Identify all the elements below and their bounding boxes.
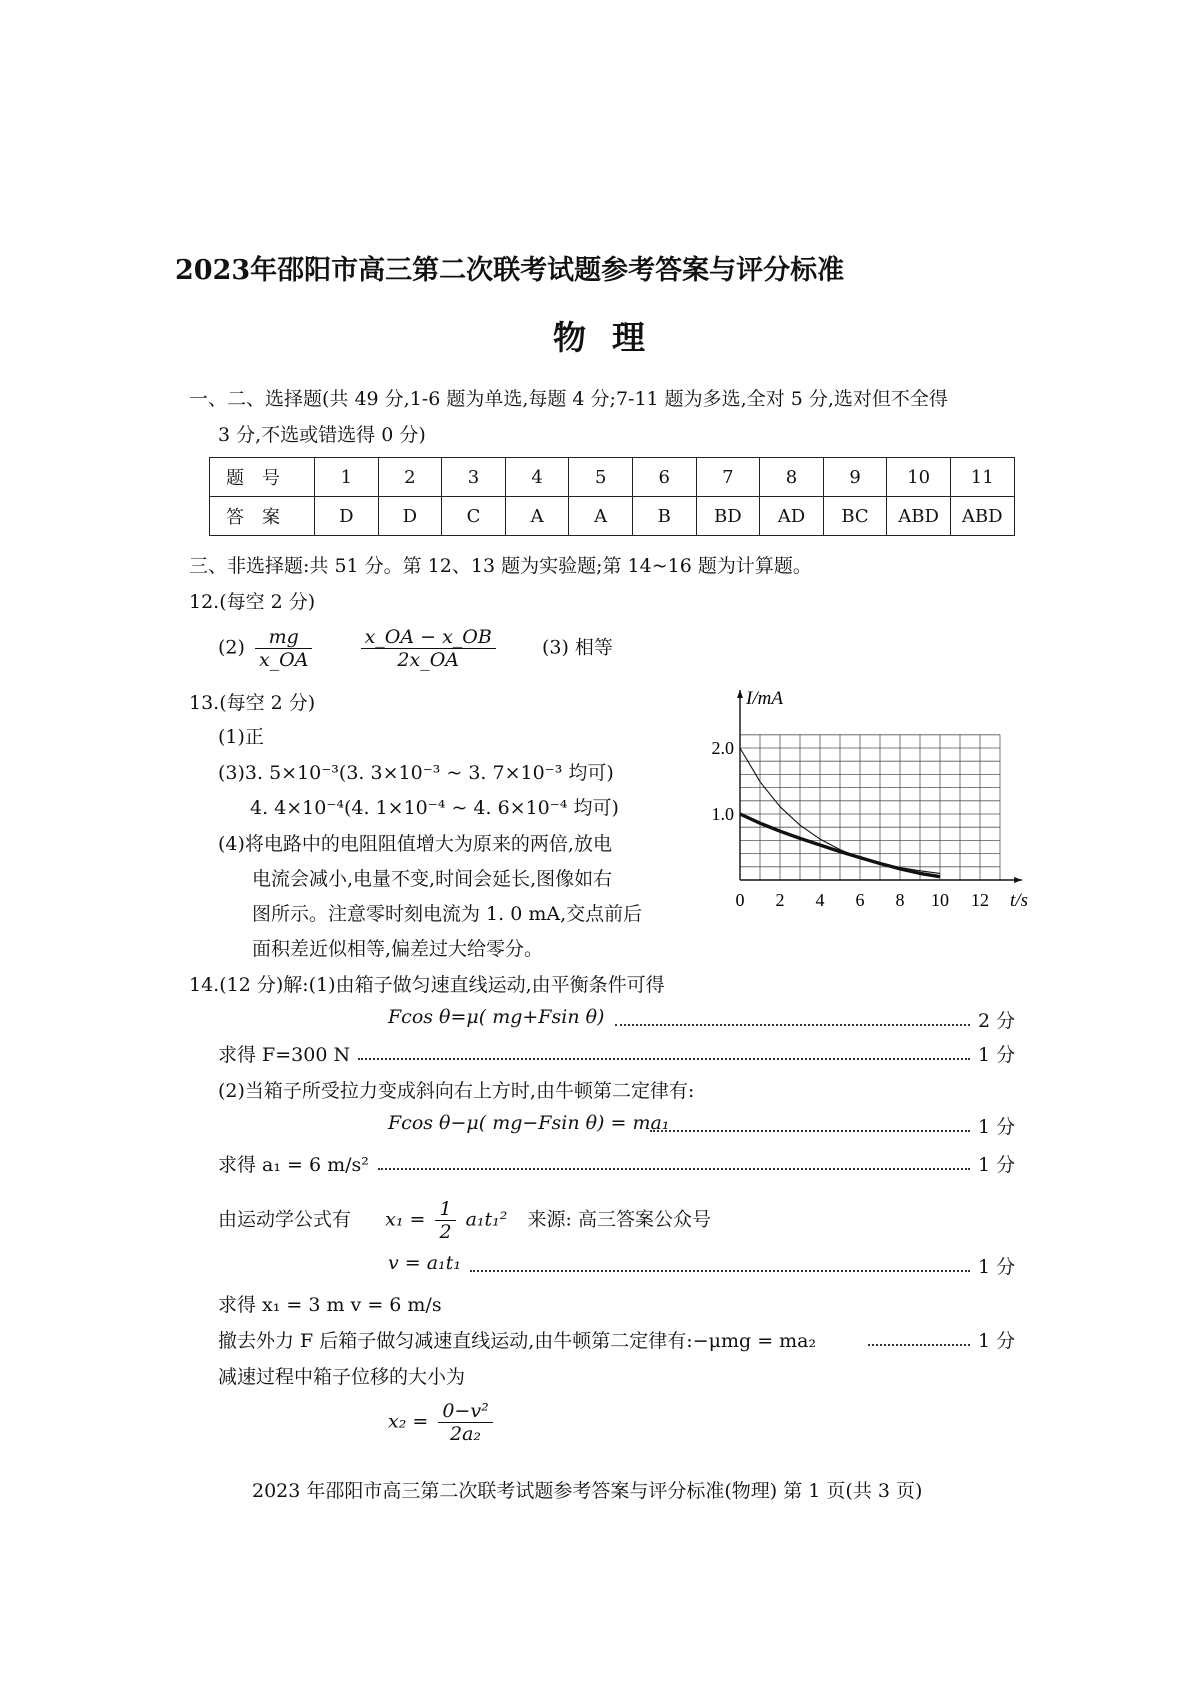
- table-header-answer: 答案: [210, 497, 315, 536]
- eq3-lhs: x₁ =: [385, 1208, 426, 1231]
- q13-part4-line3: 图所示。注意零时刻电流为 1. 0 mA,交点前后: [252, 903, 643, 925]
- y-tick-label: 1.0: [711, 804, 734, 824]
- q13-part1: (1)正: [218, 726, 264, 748]
- fraction-numerator: mg: [255, 626, 313, 649]
- fraction-denominator: x_OA: [258, 649, 309, 671]
- table-cell: ABD: [887, 497, 951, 536]
- table-row-answers: [210, 497, 1015, 536]
- q13-part4-line4: 面积差近似相等,偏差过大给零分。: [252, 938, 544, 960]
- q14-equation-5: [388, 1400, 497, 1445]
- chart-labels: [712, 688, 1029, 911]
- q13-part3a: (3)3. 5×10⁻³(3. 3×10⁻³ ~ 3. 7×10⁻³ 均可): [218, 762, 614, 784]
- score-3: 1 分: [978, 1116, 1016, 1138]
- dotted-leader: [358, 1058, 970, 1060]
- eq3-rhs: a₁t₁²: [465, 1208, 508, 1231]
- table-cell: A: [505, 497, 569, 536]
- table-cell: 4: [505, 458, 569, 497]
- dotted-leader: [378, 1168, 970, 1170]
- fraction-denominator: 2a₂: [450, 1423, 482, 1445]
- kinematics-label: 由运动学公式有: [218, 1208, 352, 1231]
- q14-equation-1: Fcos θ=μ( mg+Fsin θ): [388, 1006, 605, 1028]
- x-axis-label: t/s: [1010, 890, 1028, 911]
- table-header-number: 题号: [210, 458, 315, 497]
- fraction-numerator: 0−v²: [438, 1400, 492, 1423]
- eq5-fraction: [438, 1400, 492, 1445]
- q14-result-1: 求得 F=300 N: [218, 1044, 351, 1066]
- table-cell: 6: [632, 458, 696, 497]
- table-cell: 9: [823, 458, 887, 497]
- q14-remove-force: 撤去外力 F 后箱子做匀减速直线运动,由牛顿第二定律有:−μmg = ma₂: [218, 1330, 817, 1352]
- q14-heading: 14.(12 分)解:(1)由箱子做匀速直线运动,由平衡条件可得: [189, 974, 665, 996]
- q14-result-2: 求得 a₁ = 6 m/s²: [218, 1154, 369, 1176]
- table-cell: 10: [887, 458, 951, 497]
- section-1-line2: 3 分,不选或错选得 0 分): [218, 424, 426, 446]
- q13-heading: 13.(每空 2 分): [189, 692, 316, 714]
- q12-fraction-1: [255, 626, 313, 671]
- table-cell: 2: [378, 458, 442, 497]
- answer-table: [209, 457, 1015, 536]
- q12-fraction-2: [361, 626, 496, 671]
- score-2: 1 分: [978, 1044, 1016, 1066]
- x-tick-label: 0: [735, 890, 745, 910]
- table-cell: BD: [696, 497, 760, 536]
- dotted-leader: [470, 1270, 970, 1272]
- table-cell: D: [315, 497, 379, 536]
- q14-equation-2: Fcos θ−μ( mg−Fsin θ) = ma₁: [388, 1112, 670, 1134]
- y-axis-label: I/mA: [746, 688, 783, 709]
- y-tick-label: 2.0: [711, 738, 734, 758]
- table-cell: D: [378, 497, 442, 536]
- page-footer: 2023 年邵阳市高三第二次联考试题参考答案与评分标准(物理) 第 1 页(共 3 页): [252, 1480, 923, 1502]
- q12-part2-label: (2): [218, 636, 245, 659]
- document-title: 2023年邵阳市高三第二次联考试题参考答案与评分标准: [175, 255, 845, 286]
- q14-kinematics: [218, 1198, 711, 1243]
- table-cell: C: [442, 497, 506, 536]
- section-1-line1: 一、二、选择题(共 49 分,1-6 题为单选,每题 4 分;7-11 题为多选,全对 5 分,选对但不全得: [189, 388, 948, 410]
- x-tick-label: 4: [815, 890, 825, 910]
- dotted-leader: [615, 1024, 970, 1026]
- eq3-fraction: [435, 1198, 455, 1243]
- x-axis-arrow: [1014, 877, 1022, 883]
- x-tick-label: 6: [855, 890, 865, 910]
- table-cell: A: [569, 497, 633, 536]
- table-cell: 7: [696, 458, 760, 497]
- q13-part4-line1: (4)将电路中的电阻阻值增大为原来的两倍,放电: [218, 833, 612, 855]
- q12-heading: 12.(每空 2 分): [189, 591, 316, 613]
- fraction-numerator: 1: [435, 1198, 455, 1221]
- table-cell: ABD: [950, 497, 1014, 536]
- table-cell: 1: [315, 458, 379, 497]
- q14-part2: (2)当箱子所受拉力变成斜向右上方时,由牛顿第二定律有:: [218, 1080, 695, 1102]
- x-tick-label: 12: [971, 890, 989, 910]
- eq5-lhs: x₂ =: [388, 1410, 429, 1433]
- source-note: 来源: 高三答案公众号: [527, 1208, 711, 1231]
- table-cell: 5: [569, 458, 633, 497]
- q12-answers: [218, 626, 613, 671]
- q14-equation-4: v = a₁t₁: [388, 1252, 461, 1274]
- dotted-leader: [650, 1130, 970, 1132]
- fraction-numerator: x_OA − x_OB: [361, 626, 496, 649]
- q12-part3: (3) 相等: [541, 636, 613, 659]
- table-row-numbers: [210, 458, 1015, 497]
- fraction-denominator: 2x_OA: [397, 649, 460, 671]
- table-cell: B: [632, 497, 696, 536]
- chart-grid: [740, 735, 1000, 880]
- score-1: 2 分: [978, 1010, 1016, 1032]
- x-tick-label: 10: [931, 890, 949, 910]
- score-4: 1 分: [978, 1154, 1016, 1176]
- x-tick-label: 2: [775, 890, 785, 910]
- table-cell: 8: [760, 458, 824, 497]
- dotted-leader: [868, 1344, 970, 1346]
- fraction-denominator: 2: [439, 1221, 452, 1243]
- table-cell: BC: [823, 497, 887, 536]
- q14-deceleration: 减速过程中箱子位移的大小为: [218, 1366, 466, 1388]
- x-tick-label: 8: [895, 890, 905, 910]
- y-axis-arrow: [737, 690, 743, 698]
- q14-result-3: 求得 x₁ = 3 m v = 6 m/s: [218, 1294, 442, 1316]
- table-cell: 3: [442, 458, 506, 497]
- score-5: 1 分: [978, 1256, 1016, 1278]
- q13-part4-line2: 电流会减小,电量不变,时间会延长,图像如右: [252, 868, 613, 890]
- section-3-heading: 三、非选择题:共 51 分。第 12、13 题为实验题;第 14~16 题为计算题。: [189, 555, 812, 577]
- table-cell: AD: [760, 497, 824, 536]
- table-cell: 11: [950, 458, 1014, 497]
- score-6: 1 分: [978, 1330, 1016, 1352]
- current-time-chart: [695, 688, 1028, 913]
- subject-heading: 物理: [553, 318, 671, 357]
- q13-part3b: 4. 4×10⁻⁴(4. 1×10⁻⁴ ~ 4. 6×10⁻⁴ 均可): [250, 797, 619, 819]
